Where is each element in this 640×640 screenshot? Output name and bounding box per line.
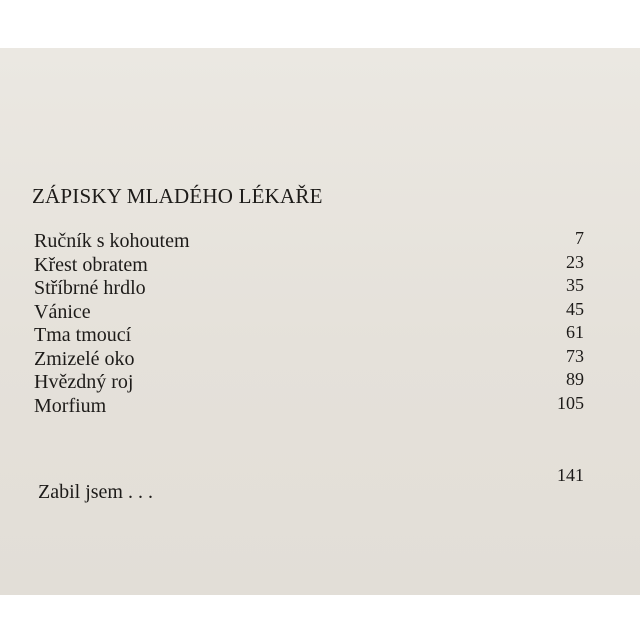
toc-entry xyxy=(34,277,584,301)
toc-entry-title: Vánice xyxy=(34,300,91,323)
table-of-contents xyxy=(34,230,584,418)
toc-entry-title: Zmizelé oko xyxy=(34,347,135,370)
toc-entry-page: 73 xyxy=(566,345,584,366)
toc-entry-page: 141 xyxy=(557,465,584,485)
toc-entry-title: Morfium xyxy=(34,394,107,417)
toc-entry xyxy=(34,251,584,278)
section-heading: ZÁPISKY MLADÉHO LÉKAŘE xyxy=(32,184,323,208)
toc-entry xyxy=(34,392,584,419)
toc-entry-title: Ručník s kohoutem xyxy=(34,230,190,252)
toc-entry-page: 45 xyxy=(566,298,584,319)
book-page xyxy=(0,48,640,595)
toc-entry-title: Zabil jsem . . . xyxy=(38,481,153,503)
toc-entry-page: 35 xyxy=(566,275,584,295)
toc-entry-title: Hvězdný roj xyxy=(34,371,134,393)
toc-entry-page: 7 xyxy=(575,228,584,248)
toc-entry-page: 105 xyxy=(557,392,584,413)
toc-entry-title: Stříbrné hrdlo xyxy=(34,277,146,299)
toc-entry xyxy=(34,371,584,395)
toc-entry-title: Křest obratem xyxy=(34,253,148,276)
toc-entry-page: 61 xyxy=(566,322,584,342)
toc-entry-extra xyxy=(38,465,584,503)
toc-entry-page: 23 xyxy=(566,251,584,272)
toc-entry xyxy=(34,324,584,348)
toc-entry xyxy=(34,230,584,254)
toc-entry-page: 89 xyxy=(566,369,584,389)
toc-entry xyxy=(34,345,584,372)
toc-entry xyxy=(34,298,584,325)
toc-entry-title: Tma tmoucí xyxy=(34,324,132,346)
